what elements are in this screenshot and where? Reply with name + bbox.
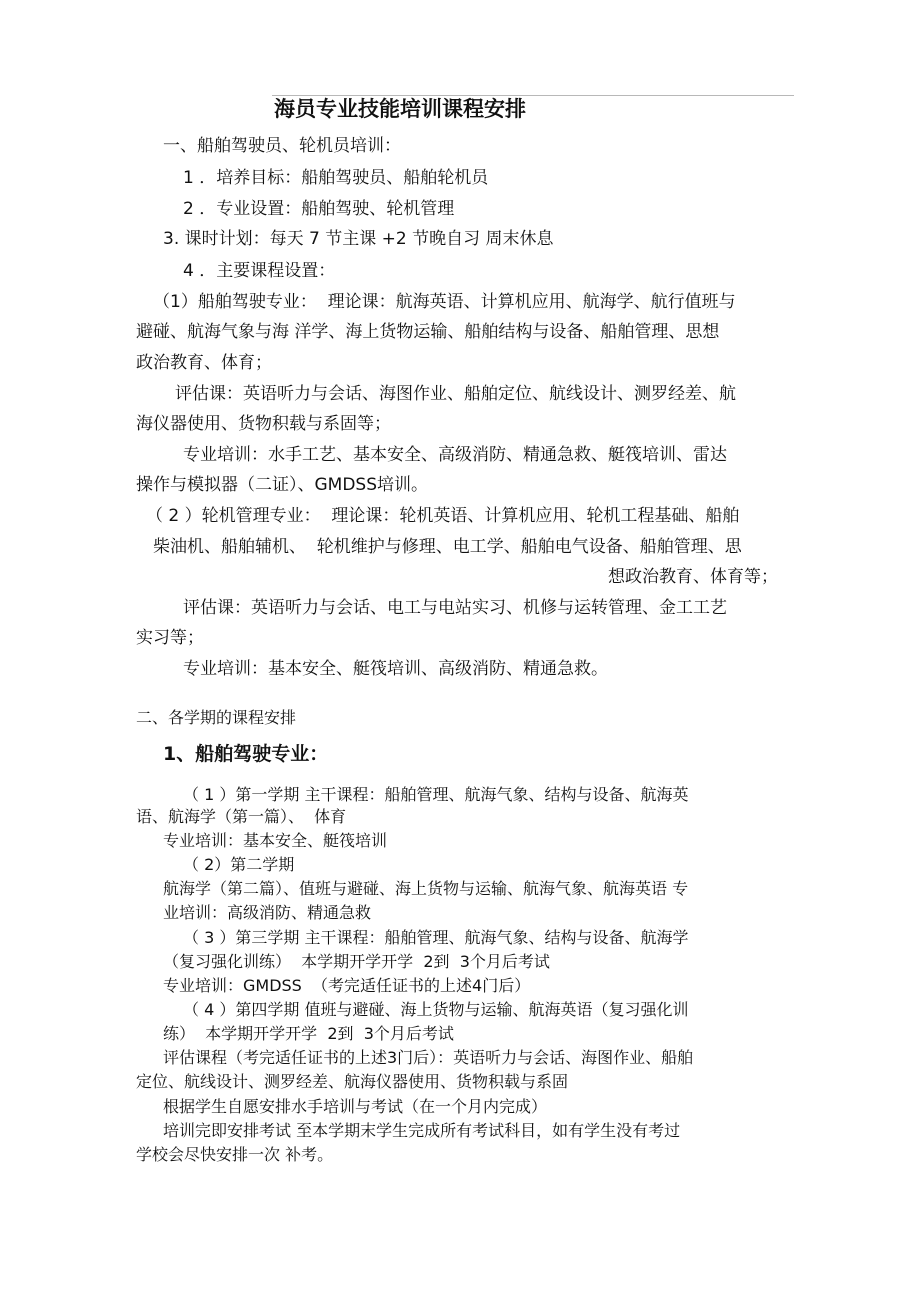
semester-line: 专业培训：GMDSS （考完适任证书的上述4门后） <box>163 976 531 995</box>
section2-heading: 二、各学期的课程安排 <box>136 708 297 727</box>
nav-line3: 政治教育、体育； <box>136 353 272 373</box>
semester-line: 语、航海学（第一篇）、 体育 <box>136 807 347 826</box>
semester-line: 专业培训：基本安全、艇筏培训 <box>163 831 388 850</box>
semester-line: （复习强化训练） 本学期开学开学 2到 3个月后考试 <box>163 952 550 971</box>
semester-line: 定位、航线设计、测罗经差、航海仪器使用、货物积载与系固 <box>136 1072 569 1091</box>
section2-subheading: 1、船舶驾驶专业： <box>163 743 329 765</box>
semester-line: （ 4 ）第四学期 值班与避碰、海上货物与运输、航海英语（复习强化训 <box>183 1000 689 1019</box>
section1-heading: 一、船舶驾驶员、轮机员培训： <box>163 136 401 156</box>
nav-train1: 专业培训：水手工艺、基本安全、高级消防、精通急救、艇筏培训、雷达 <box>183 445 727 465</box>
semester-line: （ 1 ）第一学期 主干课程：船舶管理、航海气象、结构与设备、航海英 <box>183 785 689 804</box>
nav-train2: 操作与模拟器（二证）、GMDSS培训。 <box>136 475 429 495</box>
eng-line1: （ 2 ）轮机管理专业： 理论课：轮机英语、计算机应用、轮机工程基础、船舶 <box>146 506 740 526</box>
eng-line2: 柴油机、船舶辅机、 轮机维护与修理、电工学、船舶电气设备、船舶管理、思 <box>153 537 742 557</box>
section1-item3: 3. 课时计划：每天 7 节主课 +2 节晚自习 周末休息 <box>163 229 554 249</box>
semester-line: 根据学生自愿安排水手培训与考试（在一个月内完成） <box>163 1097 548 1116</box>
semester-line: 评估课程（考完适任证书的上述3门后）：英语听力与会话、海图作业、船舶 <box>163 1048 694 1067</box>
semester-line: （ 2）第二学期 <box>183 855 295 874</box>
eng-train: 专业培训：基本安全、艇筏培训、高级消防、精通急救。 <box>183 659 608 679</box>
semester-line: 航海学（第二篇）、值班与避碰、海上货物与运输、航海气象、航海英语 专 <box>163 879 689 898</box>
header-rule <box>272 95 794 96</box>
nav-line2: 避碰、航海气象与海 洋学、海上货物运输、船舶结构与设备、船舶管理、思想 <box>136 322 720 342</box>
section1-item4: 4 ．主要课程设置： <box>183 261 336 281</box>
semester-line: 练） 本学期开学开学 2到 3个月后考试 <box>163 1024 454 1043</box>
nav-eval1: 评估课：英语听力与会话、海图作业、船舶定位、航线设计、测罗经差、航 <box>175 384 736 404</box>
eng-eval2: 实习等； <box>136 628 204 648</box>
eng-eval1: 评估课：英语听力与会话、电工与电站实习、机修与运转管理、金工工艺 <box>183 598 727 618</box>
eng-line3: 想政治教育、体育等； <box>608 567 778 587</box>
semester-line: 培训完即安排考试 至本学期末学生完成所有考试科目，如有学生没有考过 <box>163 1121 681 1140</box>
nav-line1: （1）船舶驾驶专业： 理论课：航海英语、计算机应用、航海学、航行值班与 <box>153 292 736 312</box>
section1-item2: 2 ．专业设置：船舶驾驶、轮机管理 <box>183 199 455 219</box>
semester-line: 学校会尽快安排一次 补考。 <box>136 1145 334 1164</box>
section1-item1: 1 ．培养目标：船舶驾驶员、船舶轮机员 <box>183 168 489 188</box>
semester-line: 业培训：高级消防、精通急救 <box>163 903 372 922</box>
page-title: 海员专业技能培训课程安排 <box>274 97 526 121</box>
nav-eval2: 海仪器使用、货物积载与系固等； <box>136 414 391 434</box>
semester-line: （ 3 ）第三学期 主干课程：船舶管理、航海气象、结构与设备、航海学 <box>183 928 689 947</box>
